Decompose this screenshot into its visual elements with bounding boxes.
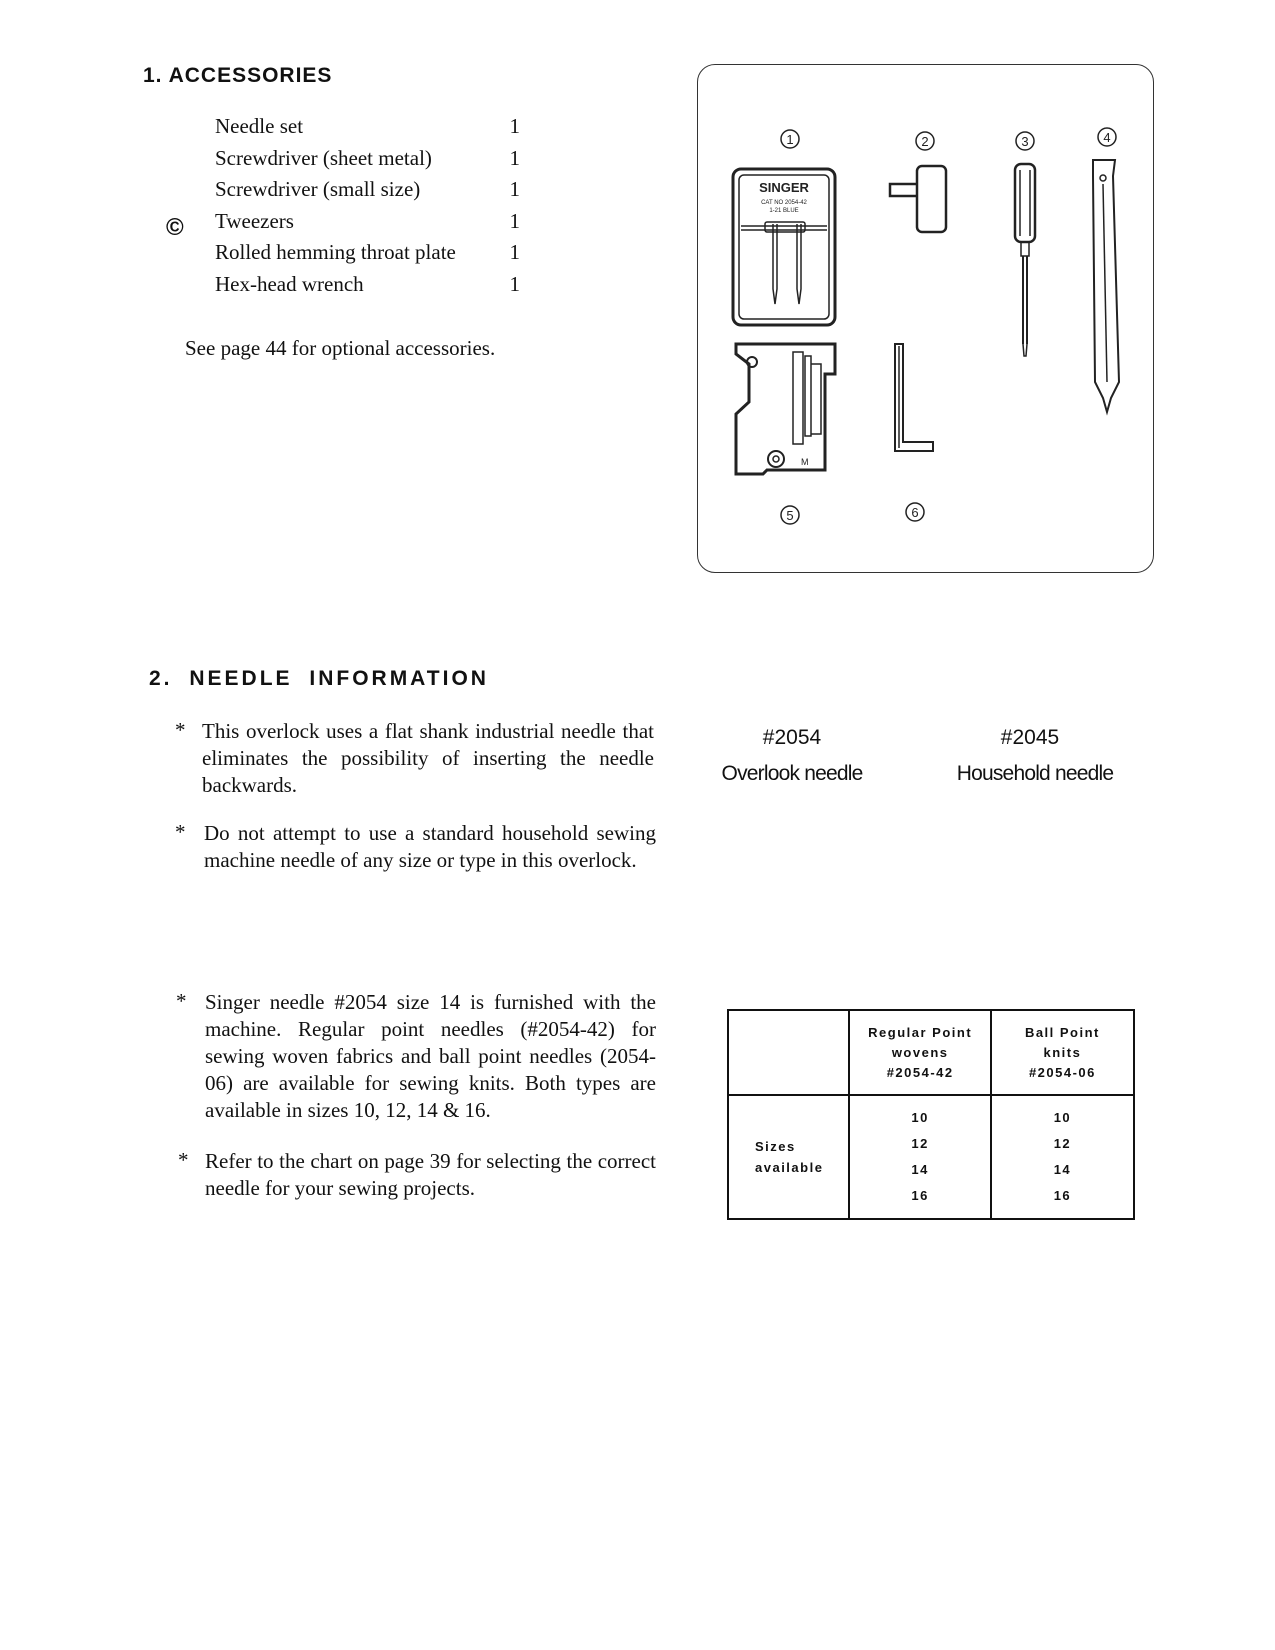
callout-3	[1016, 132, 1034, 150]
accessories-heading: 1. ACCESSORIES	[143, 64, 333, 87]
list-item	[215, 177, 520, 209]
size-value: 10	[1053, 1110, 1072, 1125]
household-needle-label: Household needle	[956, 762, 1114, 785]
svg-text:5: 5	[785, 507, 794, 523]
table-row	[728, 1095, 1134, 1219]
needle-paragraph-3: Singer needle #2054 size 14 is furnished with the machine. Regular point needles (#2054-42) for sewing woven fabrics and ball point needles (2054-06) are available for sewing knits. Both types are available in sizes 10, 12, 14 & 16.	[205, 990, 656, 1122]
svg-text:3: 3	[1020, 133, 1029, 149]
list-item	[215, 146, 520, 178]
svg-text:M: M	[800, 456, 808, 467]
item-qty: 1	[509, 114, 520, 138]
svg-text:1-21 BLUE: 1-21 BLUE	[768, 207, 799, 214]
header-line: #2054-42	[886, 1064, 954, 1080]
table-corner-cell	[728, 1010, 849, 1095]
size-value: 12	[1053, 1136, 1072, 1151]
sheet-metal-screwdriver-icon	[890, 166, 946, 232]
size-value: 14	[911, 1162, 929, 1177]
item-name: Tweezers	[215, 208, 294, 233]
list-item	[215, 240, 520, 272]
size-value: 10	[911, 1110, 929, 1125]
item-qty: 1	[509, 208, 520, 233]
bullet: *	[178, 1148, 189, 1172]
callout-2	[916, 132, 934, 150]
item-name: Screwdriver (small size)	[215, 177, 421, 201]
accessories-illustration	[697, 64, 1154, 573]
header-line: knits	[1043, 1044, 1082, 1060]
bullet: *	[175, 820, 186, 844]
ball-sizes-cell	[991, 1095, 1134, 1219]
optional-accessories-note: See page 44 for optional accessories.	[185, 336, 496, 360]
overlock-needle-number: #2054	[762, 726, 822, 749]
table-header-row	[728, 1010, 1134, 1095]
item-qty: 1	[509, 240, 520, 264]
header-line: #2054-06	[1028, 1064, 1096, 1080]
needle-info-heading: 2. NEEDLE INFORMATION	[149, 667, 489, 690]
sizes-available-label	[728, 1095, 849, 1219]
item-name: Screwdriver (sheet metal)	[215, 145, 432, 170]
callout-1	[781, 130, 799, 148]
callout-6	[906, 503, 924, 521]
needle-paragraph-4: Refer to the chart on page 39 for selecting the correct needle for your sewing projects.	[205, 1149, 656, 1200]
accessories-list	[215, 114, 520, 303]
item-qty: 1	[509, 271, 520, 296]
list-item	[215, 272, 520, 304]
list-item	[215, 114, 520, 146]
regular-point-header	[849, 1010, 990, 1095]
header-line: Regular Point	[868, 1024, 973, 1040]
size-value: 14	[1053, 1162, 1072, 1177]
svg-text:4: 4	[1102, 129, 1111, 145]
row-label-line: Sizes	[755, 1139, 796, 1154]
needle-paragraph-2: Do not attempt to use a standard household sewing machine needle of any size or type in this overlock.	[204, 821, 656, 872]
hex-wrench-icon	[895, 344, 933, 451]
svg-text:CAT NO 2054-42: CAT NO 2054-42	[760, 199, 807, 206]
svg-text:SINGER: SINGER	[758, 179, 809, 195]
item-name: Needle set	[215, 114, 304, 138]
bullet: *	[175, 718, 186, 742]
header-line: Ball Point	[1024, 1024, 1100, 1040]
size-value: 12	[911, 1136, 929, 1151]
item-name: Hex-head wrench	[215, 271, 364, 296]
svg-text:1: 1	[785, 131, 794, 147]
small-screwdriver-icon	[1015, 164, 1035, 356]
regular-sizes-cell	[849, 1095, 990, 1219]
bullet: *	[176, 989, 187, 1013]
ball-point-header	[991, 1010, 1134, 1095]
needle-packet-icon	[733, 169, 835, 325]
overlock-needle-label: Overlook needle	[721, 762, 863, 785]
tweezers-icon	[1093, 160, 1119, 412]
header-line: wovens	[891, 1044, 949, 1060]
household-needle-number: #2045	[1000, 726, 1060, 749]
needle-size-table	[727, 1009, 1135, 1220]
item-qty: 1	[509, 145, 520, 170]
size-value: 16	[1053, 1188, 1072, 1203]
row-label-line: available	[755, 1160, 824, 1175]
size-value: 16	[911, 1188, 929, 1203]
item-qty: 1	[509, 177, 520, 201]
callout-4	[1098, 128, 1116, 146]
rolled-hemming-plate-icon	[736, 344, 835, 474]
copyright-mark: ©	[166, 214, 184, 241]
svg-text:2: 2	[920, 133, 929, 149]
needle-paragraph-1: This overlock uses a flat shank industrial needle that eliminates the possibility of inserting the needle backwards.	[202, 719, 654, 797]
accessories-figure	[697, 64, 1154, 573]
svg-text:6: 6	[910, 504, 919, 520]
list-item	[215, 209, 520, 241]
callout-5	[781, 506, 799, 524]
item-name: Rolled hemming throat plate	[215, 240, 456, 264]
